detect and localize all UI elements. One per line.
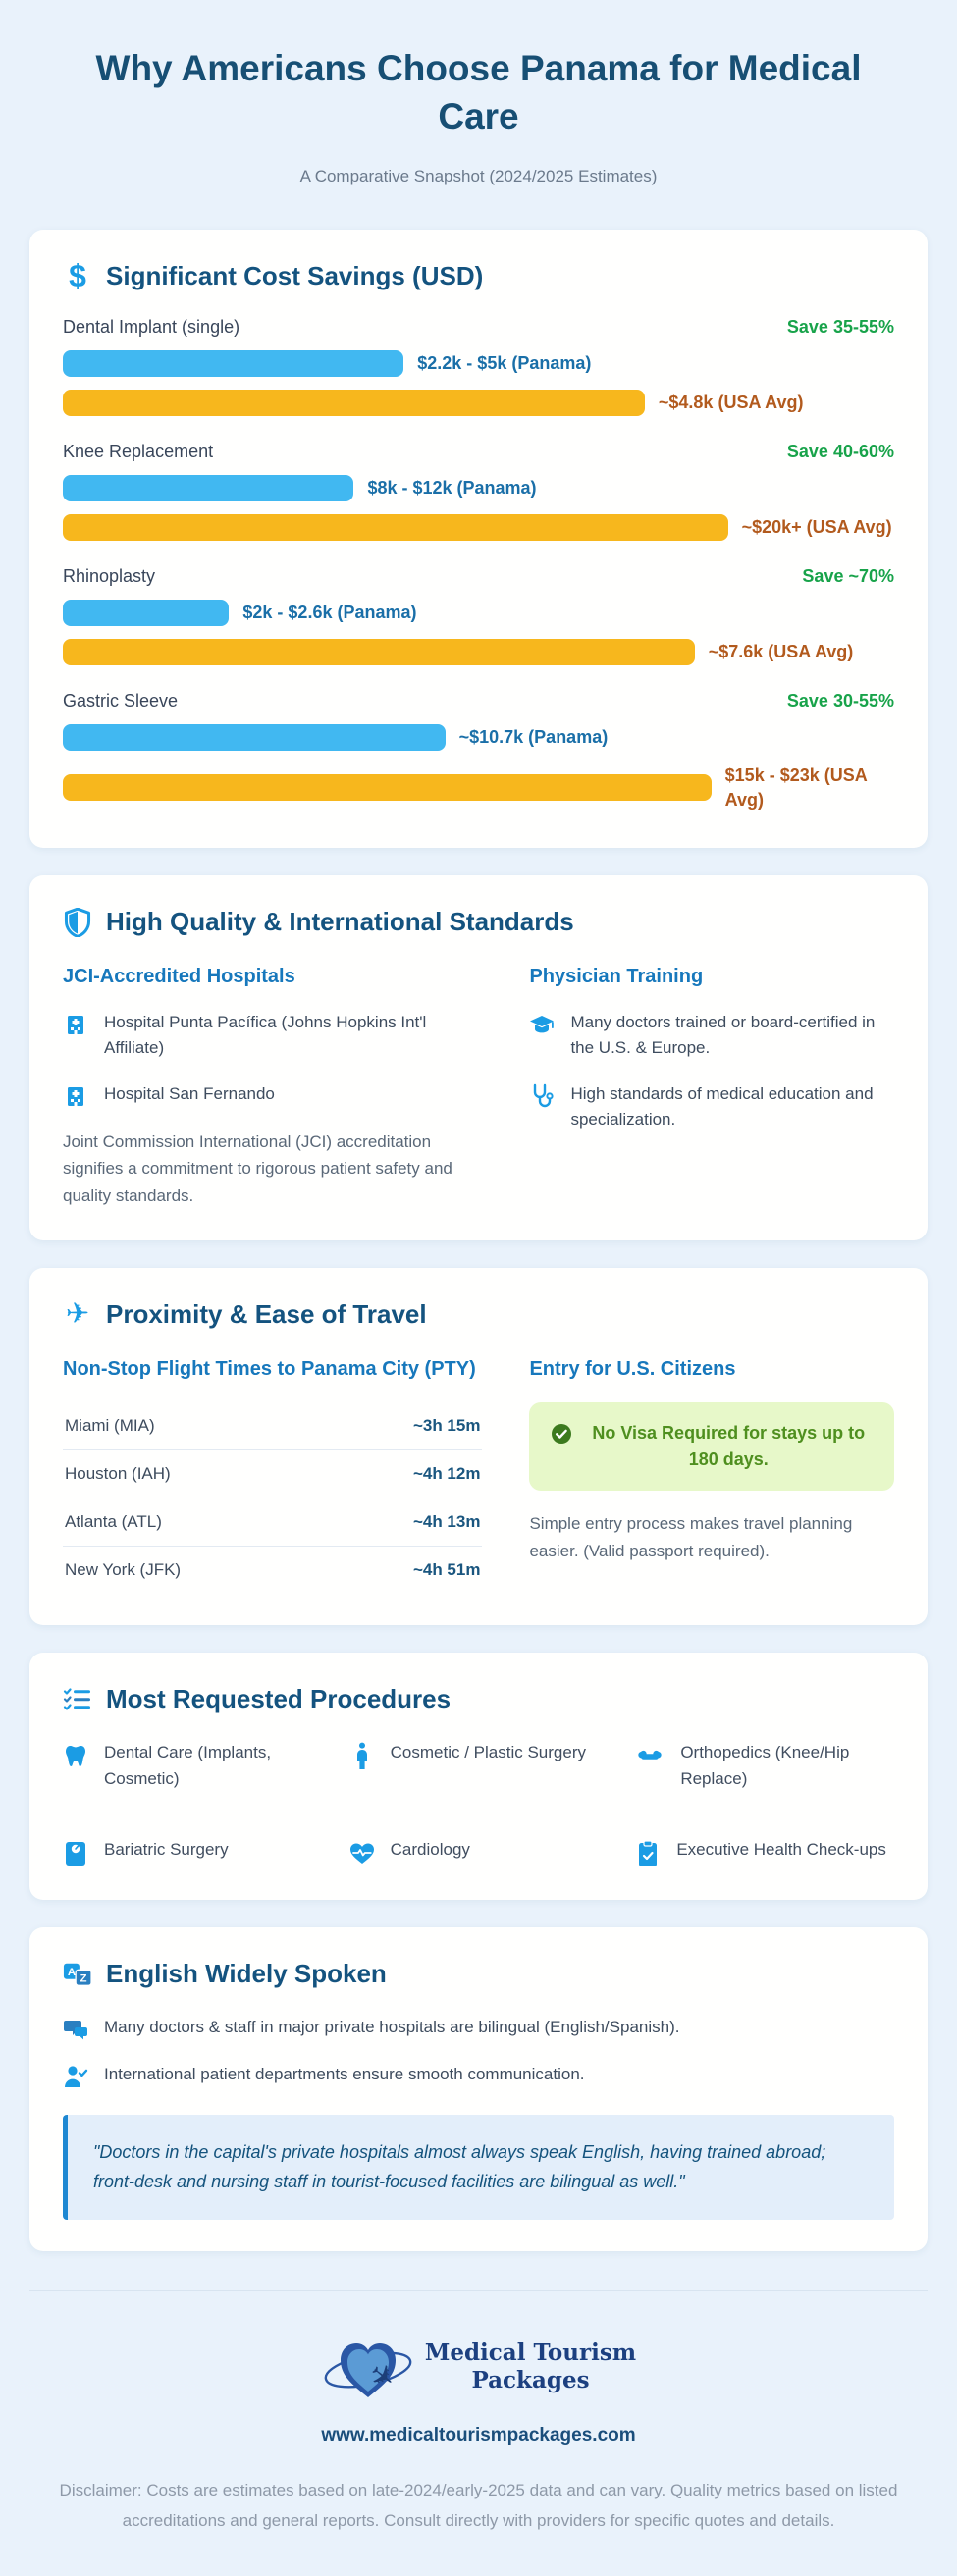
procedure-item: [349, 1837, 609, 1868]
flight-city: Houston (IAH): [65, 1464, 171, 1484]
footer: [29, 2290, 928, 2536]
clipboard-check-icon: [635, 1839, 661, 1868]
usa-bar-label: ~$4.8k (USA Avg): [658, 392, 804, 412]
panama-bar: [63, 724, 446, 751]
procedure-label: Orthopedics (Knee/Hip Replace): [680, 1743, 850, 1788]
disclaimer-text: Disclaimer: Costs are estimates based on late-2024/early-2025 data and can vary. Quality metrics based on listed accreditations and general reports. Consult directly with providers for specific quotes and details.: [59, 2481, 898, 2530]
training-text: Many doctors trained or board-certified in the U.S. & Europe.: [570, 1013, 876, 1058]
graduation-cap-icon: [529, 1012, 555, 1037]
cost-row-gastric: [63, 691, 894, 813]
flight-city: Atlanta (ATL): [65, 1512, 162, 1532]
tooth-icon: [63, 1742, 88, 1771]
english-bullet: [63, 2015, 894, 2042]
training-heading: Physician Training: [529, 966, 704, 988]
usa-bar: [63, 774, 712, 801]
page-title: Why Americans Choose Panama for Medical Care: [95, 48, 862, 136]
flight-times-column: [63, 1355, 482, 1594]
brand-name: [425, 2339, 636, 2396]
hospital-name: Hospital San Fernando: [104, 1083, 275, 1103]
heart-pulse-icon: [349, 1839, 375, 1868]
svg-text:A: A: [67, 1966, 76, 1978]
entry-note: Simple entry process makes travel planning easier. (Valid passport required).: [529, 1514, 853, 1560]
procedure-name: Knee Replacement: [63, 441, 214, 461]
shield-icon: [63, 908, 92, 937]
flight-row: [63, 1450, 482, 1498]
visa-text: No Visa Required for stays up to 180 days.: [592, 1423, 866, 1470]
cost-savings-title: Significant Cost Savings (USD): [106, 260, 484, 290]
usa-bar: [63, 514, 728, 541]
english-bullet-text: Many doctors & staff in major private hospitals are bilingual (English/Spanish).: [104, 2018, 680, 2036]
hospital-item: [63, 1081, 482, 1109]
flight-time: ~3h 15m: [412, 1416, 481, 1436]
usa-bar: [63, 639, 695, 665]
jci-hospitals-column: [63, 963, 482, 1209]
flights-heading: Non-Stop Flight Times to Panama City (PTY): [63, 1358, 476, 1381]
flight-time: ~4h 12m: [412, 1464, 481, 1484]
heart-plane-logo-icon: [321, 2329, 415, 2405]
procedure-label: Cardiology: [390, 1840, 470, 1859]
english-card: [29, 1927, 928, 2251]
visa-badge: [529, 1402, 894, 1491]
procedure-label: Executive Health Check-ups: [676, 1840, 886, 1859]
savings-badge: Save ~70%: [802, 565, 894, 586]
check-circle-icon: [551, 1423, 572, 1445]
jci-heading: JCI-Accredited Hospitals: [63, 966, 295, 988]
brand-logo: [29, 2329, 928, 2405]
panama-bar-label: $8k - $12k (Panama): [367, 477, 537, 498]
procedure-label: Dental Care (Implants, Cosmetic): [104, 1743, 272, 1788]
savings-badge: Save 40-60%: [786, 441, 894, 461]
entry-heading: Entry for U.S. Citizens: [529, 1358, 736, 1381]
savings-badge: Save 30-55%: [786, 690, 894, 710]
procedure-label: Bariatric Surgery: [104, 1840, 229, 1859]
entry-column: [529, 1355, 894, 1594]
procedure-name: Rhinoplasty: [63, 565, 156, 586]
panama-bar-label: $2.2k - $5k (Panama): [417, 352, 592, 373]
svg-text:Z: Z: [80, 1972, 87, 1984]
flight-city: New York (JFK): [65, 1560, 182, 1580]
training-item: [529, 1081, 894, 1133]
brand-line1: Medical Tourism: [424, 2339, 637, 2366]
cost-row-knee: [63, 442, 894, 541]
panama-bar-label: ~$10.7k (Panama): [458, 726, 609, 747]
panama-bar: [63, 350, 403, 377]
cost-savings-card: [29, 230, 928, 848]
checklist-icon: [63, 1685, 92, 1714]
website-link-wrap: [29, 2425, 928, 2446]
usa-bar-label: $15k - $23k (USA Avg): [724, 764, 868, 810]
flight-row: [63, 1498, 482, 1547]
procedure-name: Gastric Sleeve: [63, 690, 179, 710]
procedure-name: Dental Implant (single): [63, 316, 240, 337]
english-bullet-text: International patient departments ensure smooth communication.: [104, 2065, 585, 2083]
brand-line2: Packages: [471, 2367, 590, 2394]
page-subtitle: A Comparative Snapshot (2024/2025 Estimates): [299, 166, 658, 185]
hospital-name: Hospital Punta Pacífica (Johns Hopkins Int'l Affiliate): [104, 1013, 427, 1058]
procedure-item: [635, 1837, 894, 1868]
training-text: High standards of medical education and specialization.: [570, 1083, 874, 1130]
cost-row-rhinoplasty: [63, 566, 894, 665]
panama-bar-label: $2k - $2.6k (Panama): [242, 602, 417, 622]
scale-icon: [63, 1839, 88, 1868]
cost-row-dental: [63, 317, 894, 416]
english-title: English Widely Spoken: [106, 1959, 387, 1988]
travel-title: Proximity & Ease of Travel: [106, 1299, 427, 1330]
procedure-item: [349, 1740, 609, 1792]
training-item: [529, 1010, 894, 1062]
flight-city: Miami (MIA): [65, 1416, 155, 1436]
svg-text:✈: ✈: [361, 2355, 402, 2398]
usa-bar-label: ~$7.6k (USA Avg): [708, 641, 854, 661]
jci-note: Joint Commission International (JCI) accreditation signifies a commitment to rigorous patient safety and quality standards.: [63, 1131, 452, 1205]
english-quote: "Doctors in the capital's private hospitals almost always speak English, having trained abroad; front-desk and nursing staff in tourist-focused facilities are bilingual as well.": [63, 2115, 894, 2220]
hospital-icon: [63, 1012, 88, 1037]
person-icon: [349, 1742, 375, 1771]
english-bullet: [63, 2062, 894, 2089]
stethoscope-icon: [529, 1083, 555, 1109]
flight-time: ~4h 51m: [412, 1560, 481, 1580]
flight-row: [63, 1547, 482, 1594]
usa-bar: [63, 390, 645, 416]
hospital-item: [63, 1010, 482, 1062]
flight-row: [63, 1402, 482, 1450]
flight-time: ~4h 13m: [412, 1512, 481, 1532]
procedures-title: Most Requested Procedures: [106, 1684, 452, 1714]
panama-bar: [63, 600, 229, 626]
translate-icon: [63, 1960, 92, 1989]
procedure-item: [63, 1837, 322, 1868]
travel-card: [29, 1268, 928, 1625]
procedure-item: [635, 1740, 894, 1792]
procedures-card: [29, 1653, 928, 1900]
dollar-icon: $: [69, 258, 86, 294]
hospital-icon: [63, 1083, 88, 1109]
plane-icon: ✈: [65, 1298, 90, 1331]
usa-bar-label: ~$20k+ (USA Avg): [741, 516, 892, 537]
quality-title: High Quality & International Standards: [106, 907, 574, 937]
panama-bar: [63, 475, 353, 501]
person-check-icon: [63, 2064, 88, 2089]
bone-icon: [635, 1742, 665, 1771]
quality-card: [29, 875, 928, 1240]
savings-badge: Save 35-55%: [786, 316, 894, 337]
procedure-item: [63, 1740, 322, 1792]
chat-bubbles-icon: [63, 2017, 88, 2042]
physician-training-column: [529, 963, 894, 1209]
procedure-label: Cosmetic / Plastic Surgery: [390, 1743, 586, 1762]
website-link[interactable]: www.medicaltourismpackages.com: [321, 2425, 636, 2446]
